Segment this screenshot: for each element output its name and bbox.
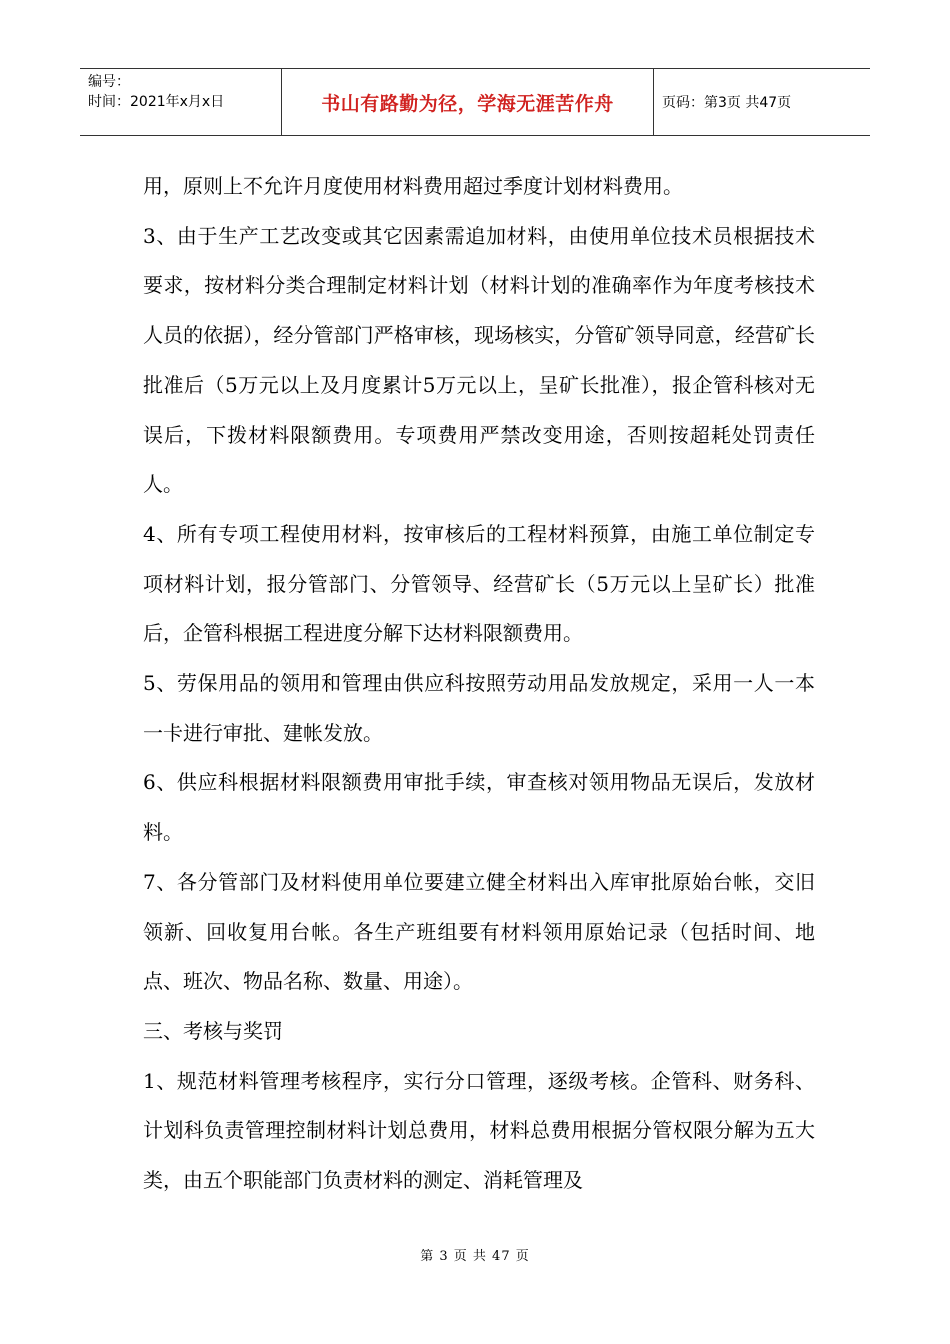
header-motto: 书山有路勤为径，学海无涯苦作舟 xyxy=(282,69,654,135)
header-page-info: 页码：第3页 共47页 xyxy=(662,95,792,111)
section-heading: 三、考核与奖罚 xyxy=(143,1018,283,1043)
paragraph: 用，原则上不允许月度使用材料费用超过季度计划材料费用。 xyxy=(143,174,683,198)
page-footer: 第 3 页 共 47 页 xyxy=(420,1249,530,1264)
document-number-label: 编号： xyxy=(88,74,130,90)
paragraph: 3、由于生产工艺改变或其它因素需追加材料，由使用单位技术员根据技术要求，按材料分类合理制定材料计划（材料计划的准确率作为年度考核技术人员的依据），经分管部门严格审核，现场核实，分管矿领导同意，经营矿长批准后（5万元以上及月度累计5万元以上，呈矿长批准），报企管科核对无误后，下拨材料限额费用。专项费用严禁改变用途，否则按超耗处罚责任人。 xyxy=(143,223,815,497)
page-header xyxy=(80,68,870,136)
paragraph: 1、规范材料管理考核程序，实行分口管理，逐级考核。企管科、财务科、计划科负责管理控制材料计划总费用，材料总费用根据分管权限分解为五大类，由五个职能部门负责材料的测定、消耗管理及 xyxy=(143,1068,815,1193)
header-meta xyxy=(80,69,282,135)
paragraph: 5、劳保用品的领用和管理由供应科按照劳动用品发放规定，采用一人一本一卡进行审批、建帐发放。 xyxy=(143,671,815,745)
paragraph: 4、所有专项工程使用材料，按审核后的工程材料预算，由施工单位制定专项材料计划，报分管部门、分管领导、经营矿长（5万元以上呈矿长）批准后，企管科根据工程进度分解下达材料限额费用。 xyxy=(143,521,815,646)
paragraph: 6、供应科根据材料限额费用审批手续，审查核对领用物品无误后，发放材料。 xyxy=(143,770,815,845)
paragraph: 7、各分管部门及材料使用单位要建立健全材料出入库审批原始台帐，交旧领新、回收复用台帐。各生产班组要有材料领用原始记录（包括时间、地点、班次、物品名称、数量、用途）。 xyxy=(143,869,815,994)
document-body xyxy=(143,162,815,1206)
document-time-label: 时间：2021年x月x日 xyxy=(88,94,225,110)
